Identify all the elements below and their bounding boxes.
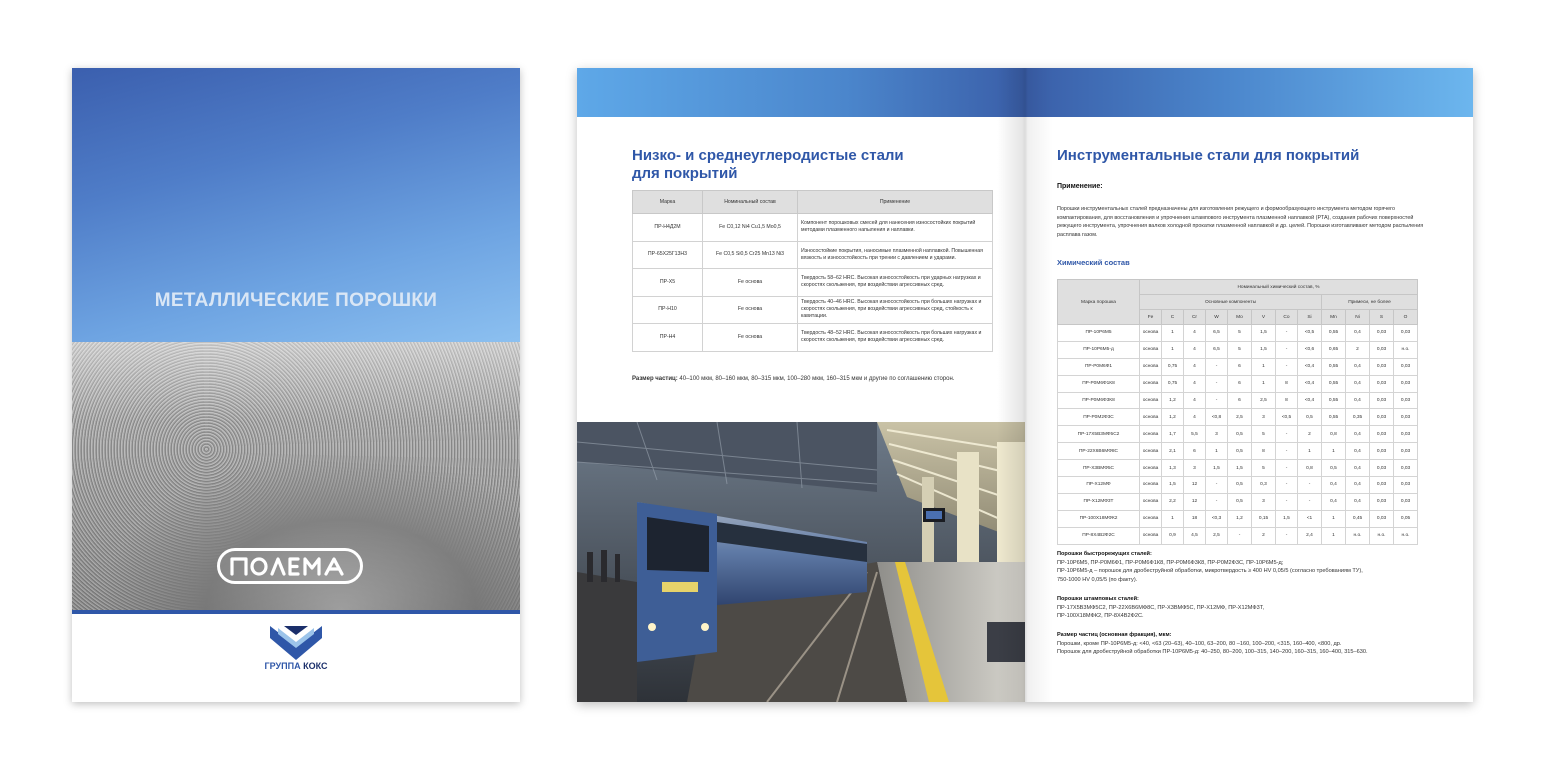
cell-value: основа [1140,409,1162,426]
application-label: Применение: [1057,183,1103,190]
cell-value: <0,4 [1298,375,1322,392]
cell-brand: ПР-Х5 [633,269,703,297]
cell-value: - [1206,375,1228,392]
cell-brand: ПР-Р0М2Ф3С [1058,409,1140,426]
cell-value: - [1206,477,1228,494]
cell-value: 1,2 [1162,392,1184,409]
cell-value: 1 [1322,527,1346,544]
cell-value: основа [1140,341,1162,358]
cell-value: 0,4 [1346,325,1370,342]
cell-value: н.о. [1394,341,1418,358]
cell-value: основа [1140,325,1162,342]
cell-value: - [1276,477,1298,494]
table-header-row [1058,280,1418,295]
cell-brand: ПР-Х12МФ [1058,477,1140,494]
cell-value: 2 [1252,527,1276,544]
cell-value: <0,4 [1298,358,1322,375]
cell-value: 3 [1252,409,1276,426]
cell-value: основа [1140,493,1162,510]
cell-value: 6 [1184,443,1206,460]
fast-steel-line: ПР-10Р6М5-д – порошок для дробеструйной обработки, микротвердость ≥ 400 HV 0,05/5 (согласно требованиям ТУ), [1057,568,1363,574]
cell-value: 0,03 [1370,358,1394,375]
cell-value: 0,75 [1162,358,1184,375]
header-element: C [1162,310,1184,325]
cell-value: 0,4 [1346,358,1370,375]
cell-value: 0,05 [1394,510,1418,527]
cell-value: 0,8 [1298,460,1322,477]
cell-value: основа [1140,358,1162,375]
cell-value: - [1298,493,1322,510]
cell-brand: ПР-Н4 [633,324,703,352]
table-row [1058,325,1418,342]
header-element: Si [1298,310,1322,325]
cell-value: 0,03 [1394,325,1418,342]
cell-value: - [1228,527,1252,544]
table-row [1058,477,1418,494]
particle-size-title: Размер частиц (основная фракция), мкм: [1057,632,1172,638]
table-row [1058,341,1418,358]
table-row [1058,375,1418,392]
fast-steel-title: Порошки быстрорежущих сталей: [1057,551,1152,557]
cell-brand: ПР-65Х25Г13Н3 [633,241,703,269]
cell-brand: ПР-10Р6М5 [1058,325,1140,342]
cell-value: 0,03 [1370,375,1394,392]
cell-brand: ПР-Н10 [633,296,703,324]
header-element: Co [1276,310,1298,325]
particle-size-text: 40–100 мкм, 80–160 мкм, 80–315 мкм, 100–280 мкм, 160–315 мкм и другие по соглашению сторон. [677,376,955,382]
cell-value: н.о. [1370,527,1394,544]
cell-value: 1,7 [1162,426,1184,443]
header-composition: Номинальный состав [703,191,798,214]
cell-value: 0,65 [1322,341,1346,358]
cell-application: Твердость 58–62 HRC. Высокая износостойкость при ударных нагрузках и скоростях скольжения, при воздействии агрессивных сред. [798,269,993,297]
fast-steel-line: ПР-10Р6М5, ПР-Р0М6Ф1, ПР-Р0М6Ф1К8, ПР-Р0М6Ф3К8, ПР-Р0М2Ф3С, ПР-10Р6М5-д; [1057,559,1284,566]
cell-value: 0,03 [1370,477,1394,494]
cell-application: Твердость 40–46 HRC. Высокая износостойкость при больших нагрузках и скоростях скольжения, при воздействии агрессивных сред, стойкость к кавитации. [798,296,993,324]
cell-value: 4 [1184,409,1206,426]
cell-value: 0,4 [1346,443,1370,460]
cell-value: 1,5 [1276,510,1298,527]
cell-value: 0,35 [1346,409,1370,426]
table-row [1058,443,1418,460]
cell-brand: ПР-100Х18МФК2 [1058,510,1140,527]
cell-value: 3 [1206,426,1228,443]
cell-value: 1 [1162,510,1184,527]
table-row [633,241,993,269]
group-name: КОКС [303,661,328,671]
cell-value: 0,03 [1394,493,1418,510]
cell-value: 0,8 [1322,426,1346,443]
cell-value: 0,03 [1370,426,1394,443]
cell-value: 0,3 [1252,477,1276,494]
cell-value: 5 [1228,341,1252,358]
cell-value: 0,03 [1370,325,1394,342]
brochure-cover [72,68,520,702]
cell-value: 0,55 [1322,392,1346,409]
cell-value: 0,4 [1322,493,1346,510]
right-page-header-band [1025,68,1473,117]
particle-size-label: Размер частиц: [632,376,678,382]
cell-value: 3 [1252,493,1276,510]
cell-value: 12 [1184,477,1206,494]
cell-application: Твердость 48–52 HRC. Высокая износостойкость при больших нагрузках и скоростях скольжения, при воздействии агрессивных сред. [798,324,993,352]
application-text: Порошки инструментальных сталей предназначены для изготовления режущего и формообразующего инструмента методом горячего компактирования, для восстановления и упрочнения штампового инструмента плазменной наплавкой (PTA), создания рабочих поверхностей режущего инструмента, упрочнения валков холодной прокатки плазменной наплавкой и др. целей. Порошки изготавливают методом распыления расплава газом. [1057,206,1424,238]
cell-composition: Fe C0,12 Ni4 Cu1,5 Mo0,5 [703,214,798,242]
cell-value: 6 [1228,375,1252,392]
cell-value: 6 [1228,358,1252,375]
cell-value: 1 [1322,443,1346,460]
cell-brand: ПР-Р0М6Ф3К8 [1058,392,1140,409]
cell-brand: ПР-8Х4В2Ф2С [1058,527,1140,544]
cell-value: 2,1 [1162,443,1184,460]
fast-steel-block [1057,550,1437,584]
cell-application: Компонент порошковых смесей для нанесения износостойких покрытий методами плазменного напыления и наплавки. [798,214,993,242]
cell-value: основа [1140,426,1162,443]
cell-value: 0,5 [1228,477,1252,494]
cell-value: 1 [1298,443,1322,460]
cell-value: 18 [1184,510,1206,527]
header-element: Cr [1184,310,1206,325]
cell-value: 0,03 [1370,443,1394,460]
cell-value: основа [1140,392,1162,409]
cell-value: 1,5 [1228,460,1252,477]
cell-value: 1 [1162,341,1184,358]
cell-value: 0,5 [1228,443,1252,460]
cell-value: основа [1140,375,1162,392]
cell-value: - [1276,426,1298,443]
cell-value: 0,55 [1322,375,1346,392]
cell-value: 6,5 [1206,341,1228,358]
cell-value: 0,5 [1228,493,1252,510]
header-element: W [1206,310,1228,325]
cell-value: 0,55 [1322,325,1346,342]
particle-size-line: Порошки, кроме ПР-10Р6М5-д: <40, <63 (20–63), 40–100, 63–200, 80 –160, 100–200, <315, 160–400, <800, др. [1057,640,1342,647]
table-row [1058,527,1418,544]
cell-value: 1,5 [1162,477,1184,494]
cell-value: 0,5 [1228,426,1252,443]
cell-value: <0,6 [1298,341,1322,358]
cell-value: основа [1140,477,1162,494]
cell-value: 1,3 [1162,460,1184,477]
cell-value: <0,4 [1298,392,1322,409]
header-element: Fe [1140,310,1162,325]
cell-value: 0,03 [1394,477,1418,494]
header-application: Применение [798,191,993,214]
right-page-title: Инструментальные стали для покрытий [1057,147,1360,164]
cell-value: основа [1140,443,1162,460]
cell-value: 3 [1184,460,1206,477]
train-station-photo [577,422,1025,702]
cell-value: 4 [1184,392,1206,409]
cell-value: 2,5 [1252,392,1276,409]
particle-size-line: Порошок для дробеструйной обработки ПР-10Р6М5-д: 40–250, 80–200, 100–315, 140–200, 160–315, 160–400, 315–630. [1057,649,1368,655]
header-element: O [1394,310,1418,325]
table-row [633,324,993,352]
cell-value: 2 [1298,426,1322,443]
cell-value: н.о. [1346,527,1370,544]
cell-value: 0,55 [1322,358,1346,375]
header-brand: Марка [633,191,703,214]
cell-value: 4 [1184,375,1206,392]
cell-value: 6,5 [1206,325,1228,342]
cell-value: 8 [1276,375,1298,392]
cell-value: <0,5 [1298,325,1322,342]
cell-value: 0,03 [1394,443,1418,460]
header-brand: Марка порошка [1058,280,1140,325]
table-row [1058,460,1418,477]
table-row [1058,358,1418,375]
cell-value: 0,4 [1346,477,1370,494]
cover-title: МЕТАЛЛИЧЕСКИЕ ПОРОШКИ [154,290,438,311]
cell-brand: ПР-17Х5В3МФ5С2 [1058,426,1140,443]
cell-value: 0,75 [1162,375,1184,392]
header-element: Ni [1346,310,1370,325]
cell-value: н.о. [1394,527,1418,544]
cell-value: 0,03 [1394,392,1418,409]
cell-value: - [1276,527,1298,544]
cell-brand: ПР-Н4Д2М [633,214,703,242]
cell-value: 2,4 [1298,527,1322,544]
cell-value: 1 [1322,510,1346,527]
tool-steel-composition-table [1057,279,1418,545]
cell-value: 5 [1252,426,1276,443]
cell-value: 0,9 [1162,527,1184,544]
cell-value: основа [1140,460,1162,477]
cell-brand: ПР-22Х6В6МФ8С [1058,443,1140,460]
cell-composition: Fe основа [703,269,798,297]
die-steel-line: ПР-100Х18МФК2, ПР-8Х4В2Ф2С. [1057,613,1144,619]
cell-value: 5,5 [1184,426,1206,443]
polema-logo [217,548,363,584]
table-row [633,214,993,242]
cell-value: 1,5 [1206,460,1228,477]
group-prefix: ГРУППА [264,661,304,671]
koks-group-logo-icon [270,626,322,660]
cell-value: 0,03 [1370,493,1394,510]
cell-value: 1,5 [1252,325,1276,342]
cell-value: 0,03 [1394,426,1418,443]
particle-size-note [632,376,954,382]
header-element: V [1252,310,1276,325]
cell-application: Износостойкие покрытия, наносимые плазменной наплавкой. Повышенная вязкость и износостойкость при трении с давлением и ударами. [798,241,993,269]
cell-value: 4,5 [1184,527,1206,544]
cell-brand: ПР-10Р6М5-д [1058,341,1140,358]
cell-brand: ПР-Х3ВМФ5С [1058,460,1140,477]
cell-composition: Fe C0,5 Si0,5 Cr25 Mn13 Ni3 [703,241,798,269]
cell-brand: ПР-Р0М6Ф1 [1058,358,1140,375]
header-element: S [1370,310,1394,325]
cell-value: 0,03 [1394,409,1418,426]
cell-value: 0,15 [1252,510,1276,527]
cell-value: - [1276,493,1298,510]
chemical-composition-label: Химический состав [1057,258,1130,267]
table-row [1058,510,1418,527]
cell-value: 6 [1228,392,1252,409]
cell-value: 12 [1184,493,1206,510]
cell-value: 5 [1228,325,1252,342]
cell-value: 0,03 [1370,510,1394,527]
cell-value: 0,4 [1346,460,1370,477]
cell-value: 2,2 [1162,493,1184,510]
cell-value: 1,2 [1228,510,1252,527]
composition-rows [1058,325,1418,545]
cell-value: - [1276,325,1298,342]
cell-value: - [1298,477,1322,494]
cell-value: 4 [1184,358,1206,375]
cell-value: 0,45 [1346,510,1370,527]
left-title-line2: для покрытий [632,165,738,182]
cell-value: 8 [1276,392,1298,409]
cell-value: 1 [1252,358,1276,375]
cell-value: 0,55 [1322,409,1346,426]
cell-value: <0,8 [1206,409,1228,426]
fast-steel-line: 750-1000 HV 0,05/5 (по факту). [1057,576,1138,583]
cell-value: - [1206,392,1228,409]
cell-value: 0,4 [1346,493,1370,510]
table-header-row [633,191,993,214]
header-nominal: Номинальный химический состав, % [1140,280,1418,295]
left-page-header-band [577,68,1025,117]
cell-value: 8 [1252,443,1276,460]
header-main-components: Основные компоненты [1140,295,1322,310]
die-steel-line: ПР-17Х5В3МФ5С2, ПР-22Х6В6МФ8С, ПР-Х3ВМФ5С, ПР-Х12МФ, ПР-Х12МФ3Т, [1057,604,1265,611]
cell-composition: Fe основа [703,296,798,324]
cell-value: 0,03 [1394,358,1418,375]
train-station-illustration [577,422,1025,702]
polema-logo-mark [226,555,354,577]
cell-value: - [1206,493,1228,510]
header-element: Mo [1228,310,1252,325]
cell-value: 0,03 [1394,375,1418,392]
cell-composition: Fe основа [703,324,798,352]
cell-value: <1 [1298,510,1322,527]
cell-value: 0,03 [1394,460,1418,477]
table-row [1058,392,1418,409]
die-steel-block [1057,595,1437,621]
cell-value: 2,5 [1206,527,1228,544]
particle-size-block [1057,631,1437,657]
cell-value: 1 [1162,325,1184,342]
cell-value: 1,2 [1162,409,1184,426]
cell-value: <0,5 [1276,409,1298,426]
cell-value: 0,4 [1346,426,1370,443]
cell-value: - [1276,443,1298,460]
header-element: Mn [1322,310,1346,325]
cover-divider [72,610,520,614]
cell-value: 2,5 [1228,409,1252,426]
cell-value: - [1276,341,1298,358]
cell-value: 0,03 [1370,392,1394,409]
cell-value: 0,4 [1346,375,1370,392]
cell-value: 1 [1206,443,1228,460]
cell-value: - [1276,358,1298,375]
cell-value: 0,03 [1370,341,1394,358]
cell-value: - [1206,358,1228,375]
left-title-line1: Низко- и среднеуглеродистые стали [632,147,904,164]
cell-value: 0,03 [1370,409,1394,426]
cell-value: 0,4 [1322,477,1346,494]
table-row [633,269,993,297]
cell-value: - [1276,460,1298,477]
cell-value: 0,5 [1322,460,1346,477]
cell-value: 4 [1184,341,1206,358]
table-row [1058,493,1418,510]
cell-value: 0,03 [1370,460,1394,477]
cell-value: 1 [1252,375,1276,392]
cell-value: 5 [1252,460,1276,477]
header-impurities: Примеси, не более [1322,295,1418,310]
cell-value: основа [1140,510,1162,527]
cell-value: основа [1140,527,1162,544]
brochure-spread [577,68,1473,702]
left-page-title [632,147,904,183]
low-carbon-steel-table [632,190,993,352]
cell-value: 1,5 [1252,341,1276,358]
cell-brand: ПР-Р0М6Ф1К8 [1058,375,1140,392]
cell-value: 0,4 [1346,392,1370,409]
cell-value: 4 [1184,325,1206,342]
group-label [72,661,520,671]
cell-value: <0,3 [1206,510,1228,527]
cell-value: 2 [1346,341,1370,358]
table-row [1058,426,1418,443]
cell-brand: ПР-Х12МФ3Т [1058,493,1140,510]
table-row [1058,409,1418,426]
cell-value: 0,5 [1298,409,1322,426]
die-steel-title: Порошки штамповых сталей: [1057,596,1139,602]
table-row [633,296,993,324]
